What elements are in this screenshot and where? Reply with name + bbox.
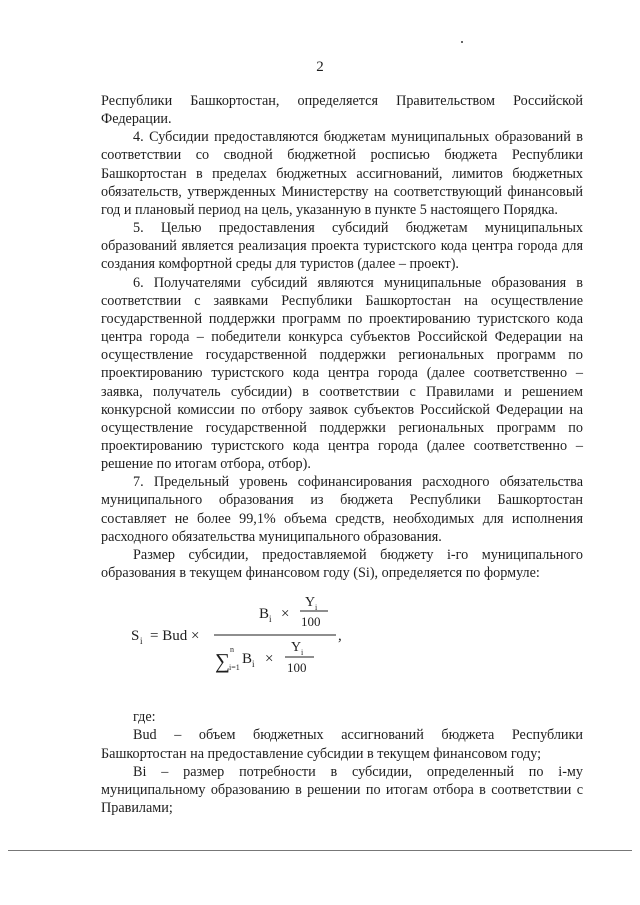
formula-num-b-sub: i <box>269 614 272 625</box>
formula-sum-sign: ∑ <box>215 649 230 674</box>
formula-den-b: B <box>242 651 253 668</box>
formula-num-y: Y <box>305 595 316 611</box>
formula-num-y-sub: i <box>315 603 318 613</box>
formula-graphic <box>131 590 461 682</box>
formula-lhs: S <box>131 628 140 645</box>
page-number: 2 <box>316 59 324 75</box>
formula-den-y: Y <box>291 640 302 656</box>
formula-lhs-sub: i <box>140 636 143 647</box>
paragraph-5: 5. Целью предоставления субсидий бюджетам муниципальных образований является реализация проекта туристского кода центра города для создания комфортной среды для туристов (далее – проект). <box>101 220 583 273</box>
formula-den-y-sub: i <box>301 648 304 658</box>
bottom-rule <box>8 850 632 851</box>
scan-speck <box>461 41 463 43</box>
definition-bud: Bud – объем бюджетных ассигнований бюджета Республики Башкортостан на предоставление субсидии в текущем финансовом году; <box>101 727 583 762</box>
formula-intro: Размер субсидии, предоставляемой бюджету i-го муниципального образования в текущем финансовом году (Si), определяется по формуле: <box>101 546 583 582</box>
paragraph-continuation: Республики Башкортостан, определяется Правительством Российской Федерации. <box>101 93 583 128</box>
formula-sum-sup: n <box>230 645 234 655</box>
paragraph-6: 6. Получателями субсидий являются муниципальные образования в соответствии с заявками Республики Башкортостан на осуществление государственной поддержки программ по проектированию туристского кода центра города – победители конкурса субъектов Российской Федерации на осуществление государственной поддержки региональных программ по проектированию туристского кода центра города (далее соответственно – заявка, получатель субсидии) в соответствии с Правилами и решением конкурсной комиссии по отбору заявок субъектов Российской Федерации на осуществление государственной поддержки региональных программ по проектированию туристского кода центра города (далее соответственно – решение по итогам отбора, отбор). <box>101 274 583 473</box>
formula-sum-sub: i=1 <box>229 663 240 673</box>
formula-den-b-sub: i <box>252 659 255 670</box>
paragraph-7: 7. Предельный уровень софинансирования расходного обязательства муниципального образования из бюджета Республики Башкортостан составляет не более 99,1% объема средств, необходимых для исполнения расходного обязательства муниципального образования. <box>101 474 583 545</box>
formula-den-times: × <box>265 651 274 668</box>
formula-num-times: × <box>281 606 290 623</box>
formula-num-b: B <box>259 606 270 623</box>
formula-num-100: 100 <box>301 614 321 630</box>
subsidy-formula <box>101 590 583 682</box>
paragraph-4: 4. Субсидии предоставляются бюджетам муниципальных образований в соответствии со сводной бюджетной росписью бюджета Республики Башкортостан в пределах бюджетных ассигнований, лимитов бюджетных обязательств, утвержденных Министерству на соответствующий финансовый год и плановый период на цель, указанную в пункте 5 настоящего Порядка. <box>101 129 583 218</box>
definition-bi: Bi – размер потребности в субсидии, определенный по i-му муниципальному образованию в решении по итогам отбора в соответствии с Правилами; <box>101 763 583 816</box>
formula-den-100: 100 <box>287 660 307 676</box>
formula-comma: , <box>338 628 342 645</box>
document-body <box>101 92 583 817</box>
where-label: где: <box>133 709 156 726</box>
formula-eq-bud: = Bud × <box>150 628 200 645</box>
